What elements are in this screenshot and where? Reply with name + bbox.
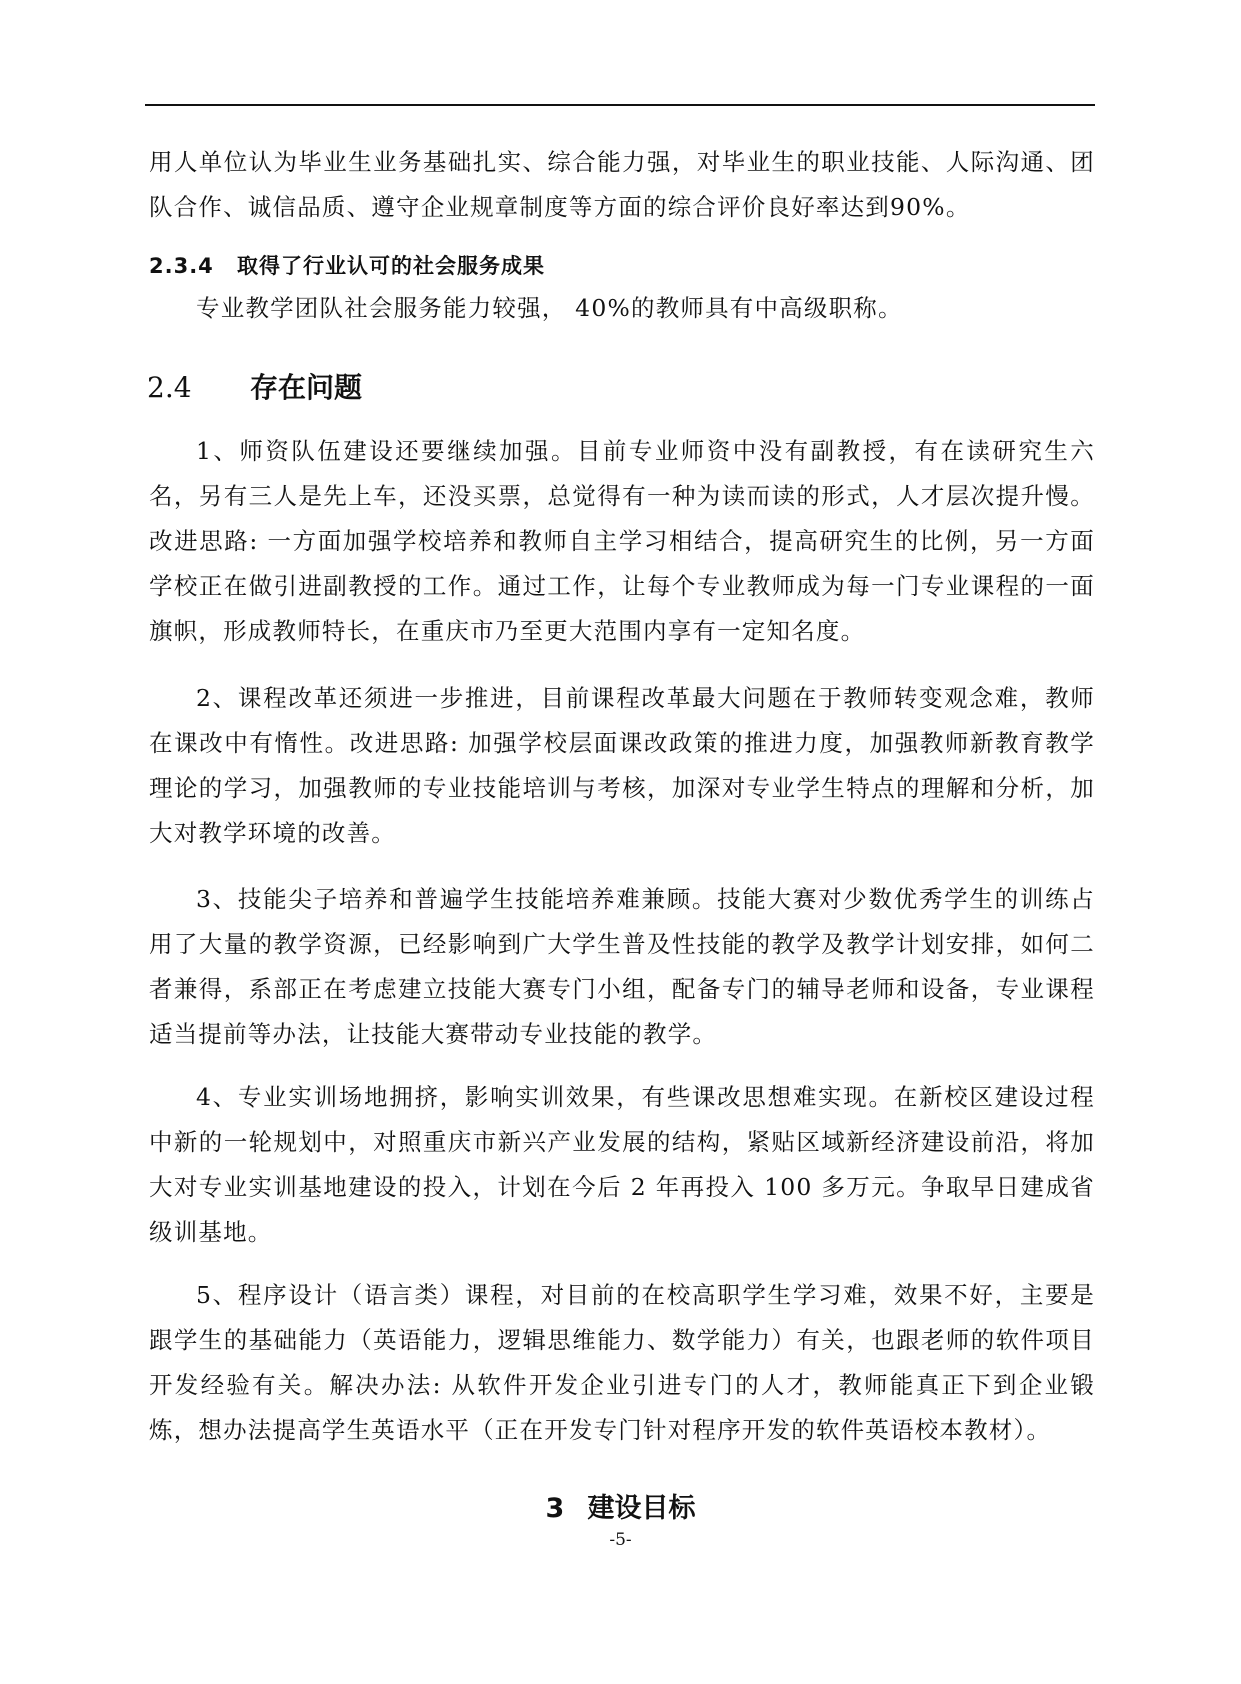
heading-text: 存在问题 [250, 371, 363, 404]
heading-text: 建设目标 [587, 1493, 696, 1524]
header-rule [145, 104, 1095, 106]
heading-3 [0, 1486, 1241, 1525]
heading-number: 2.3.4 [149, 254, 214, 278]
page-number: -5- [609, 1530, 632, 1550]
paragraph-social-service: 专业教学团队社会服务能力较强， 40%的教师具有中高级职称。 [196, 294, 903, 322]
heading-number: 2.4 [147, 371, 192, 404]
paragraph-issue-4: 4、专业实训场地拥挤，影响实训效果，有些课改思想难实现。在新校区建设过程中新的一轮规划中，对照重庆市新兴产业发展的结构，紧贴区域新经济建设前沿，将加大对专业实训基地建设的投入，计划在今后 2 年再投入 100 多万元。争取早日建成省级训基地。 [149, 1083, 1095, 1246]
paragraph-issue-2: 2、课程改革还须进一步推进，目前课程改革最大问题在于教师转变观念难，教师在课改中有惰性。改进思路: 加强学校层面课改政策的推进力度，加强教师新教育教学理论的学习，加强教师的专业技能培训与考核，加深对专业学生特点的理解和分析，加大对教学环境的改善。 [149, 684, 1095, 847]
heading-2-3-4 [149, 250, 545, 280]
paragraph-issue-3: 3、技能尖子培养和普遍学生技能培养难兼顾。技能大赛对少数优秀学生的训练占用了大量的教学资源，已经影响到广大学生普及性技能的教学及教学计划安排，如何二者兼得，系部正在考虑建立技能大赛专门小组，配备专门的辅导老师和设备，专业课程适当提前等办法，让技能大赛带动专业技能的教学。 [149, 885, 1095, 1048]
paragraph-issue-1: 1、师资队伍建设还要继续加强。目前专业师资中没有副教授，有在读研究生六名，另有三人是先上车，还没买票，总觉得有一种为读而读的形式，人才层次提升慢。改进思路: 一方面加强学校培养和教师自主学习相结合，提高研究生的比例，另一方面学校正在做引进副教授的工作。通过工作，让每个专业教师成为每一门专业课程的一面旗帜，形成教师特长，在重庆市乃至更大范围内享有一定知名度。 [149, 437, 1095, 645]
heading-number: 3 [545, 1493, 565, 1524]
paragraph-employer-evaluation: 用人单位认为毕业生业务基础扎实、综合能力强，对毕业生的职业技能、人际沟通、团队合作、诚信品质、遵守企业规章制度等方面的综合评价良好率达到90%。 [149, 148, 1095, 221]
paragraph-issue-5: 5、程序设计（语言类）课程，对目前的在校高职学生学习难，效果不好，主要是跟学生的基础能力（英语能力，逻辑思维能力、数学能力）有关，也跟老师的软件项目开发经验有关。解决办法: 从软件开发企业引进专门的人才，教师能真正下到企业锻炼，想办法提高学生英语水平（正在开发专门针对程序开发的软件英语校本教材）。 [149, 1281, 1095, 1444]
heading-2-4 [147, 366, 362, 406]
heading-text: 取得了行业认可的社会服务成果 [237, 254, 545, 278]
